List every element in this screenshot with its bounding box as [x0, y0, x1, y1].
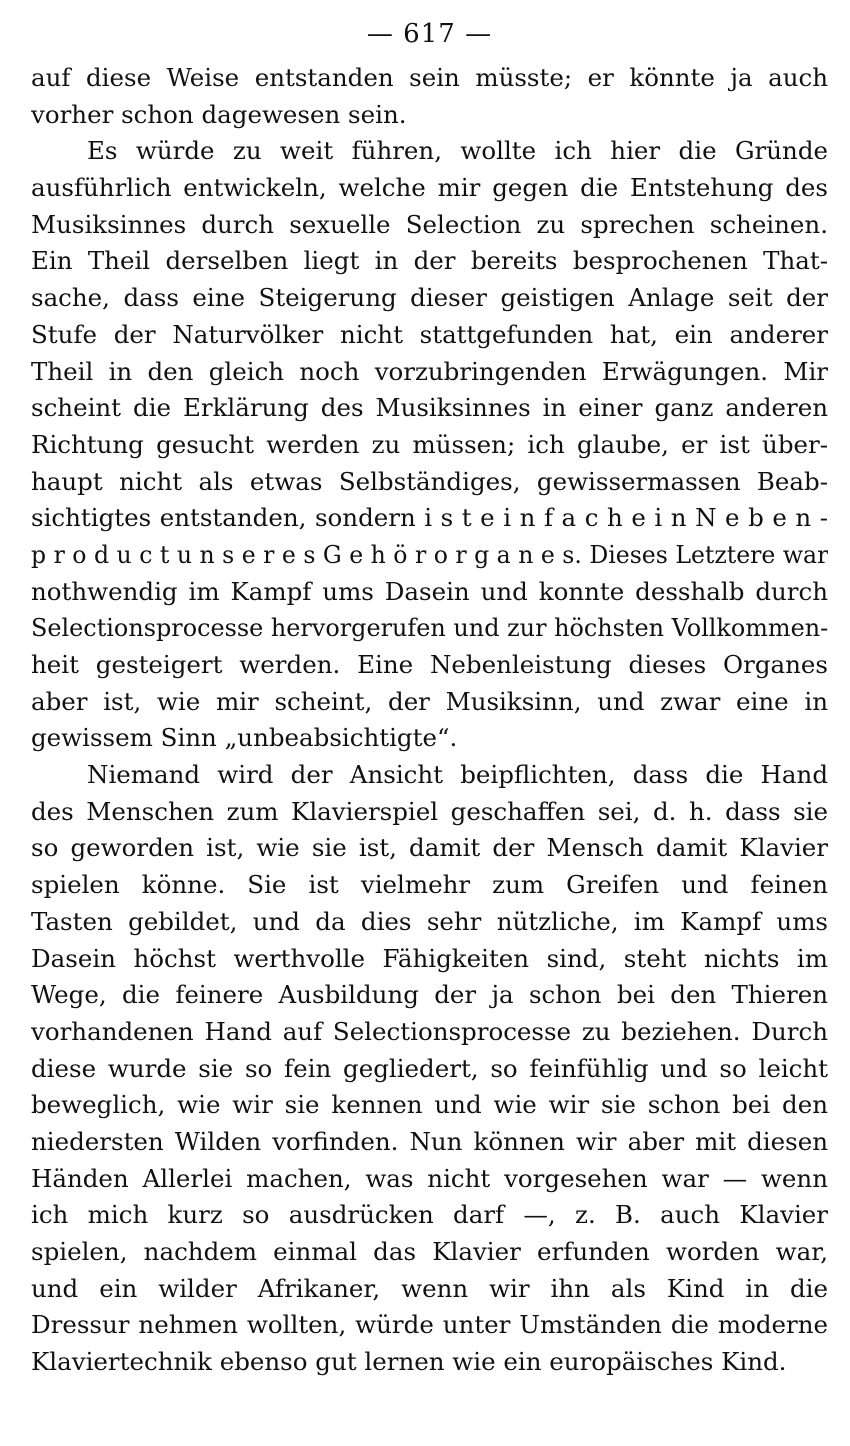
text-line: Händen Allerlei machen, was nicht vorgesehen war — wenn [31, 1163, 828, 1193]
text-line: haupt nicht als etwas Selbständiges, gewissermassen Beab- [31, 466, 828, 496]
text-line: Dressur nehmen wollten, würde unter Umständen die moderne [31, 1310, 828, 1340]
text-line: aber ist, wie mir scheint, der Musiksinn, und zwar eine in [31, 686, 828, 716]
text-line: spielen könne. Sie ist vielmehr zum Greifen und feinen [31, 870, 828, 900]
text-line: vorhandenen Hand auf Selectionsprocesse zu beziehen. Durch [31, 1016, 828, 1046]
paragraph [31, 133, 828, 757]
paragraph [31, 757, 828, 1381]
text-line: Tasten gebildet, und da dies sehr nützliche, im Kampf ums [31, 906, 828, 936]
text-line: ich mich kurz so ausdrücken darf —, z. B. auch Klavier [31, 1200, 828, 1230]
text-line: sichtigtes entstanden, sondern i s t e i n f a c h e i n N e b e n - [31, 503, 828, 533]
text-line: gewissem Sinn „unbeabsichtigte“. [31, 723, 458, 753]
text-line: Dasein höchst werthvolle Fähigkeiten sind, steht nichts im [31, 943, 828, 973]
text-line: Stufe der Naturvölker nicht stattgefunden hat, ein anderer [31, 319, 828, 349]
text-line: sache, dass eine Steigerung dieser geistigen Anlage seit der [31, 283, 828, 313]
text-line: Wege, die feinere Ausbildung der ja schon bei den Thieren [31, 980, 828, 1010]
text-line: so geworden ist, wie sie ist, damit der Mensch damit Klavier [31, 833, 828, 863]
text-line: Richtung gesucht werden zu müssen; ich glaube, er ist über- [31, 429, 828, 459]
text-line: ausführlich entwickeln, welche mir gegen die Entstehung des [31, 173, 828, 203]
text-line: Theil in den gleich noch vorzubringenden Erwägungen. Mir [31, 356, 828, 386]
text-line: spielen, nachdem einmal das Klavier erfunden worden war, [31, 1237, 828, 1266]
text-line: auf diese Weise entstanden sein müsste; er könnte ja auch [31, 63, 828, 92]
text-line: niedersten Wilden vorfinden. Nun können wir aber mit diesen [31, 1126, 828, 1156]
text-line: p r o d u c t u n s e r e s G e h ö r o r g a n e s. Dieses Letztere war [31, 539, 829, 569]
page-body-text [31, 60, 828, 1381]
text-line: vorher schon dagewesen sein. [31, 99, 407, 129]
text-line: Klaviertechnik ebenso gut lernen wie ein europäisches Kind. [31, 1347, 787, 1377]
text-line: beweglich, wie wir sie kennen und wie wir sie schon bei den [31, 1090, 828, 1120]
text-line: heit gesteigert werden. Eine Nebenleistung dieses Organes [31, 650, 828, 679]
text-line: Es würde zu weit führen, wollte ich hier die Gründe [87, 136, 828, 166]
text-line: Ein Theil derselben liegt in der bereits besprochenen That- [31, 246, 828, 276]
text-line: Musiksinnes durch sexuelle Selection zu sprechen scheinen. [31, 209, 828, 239]
text-line: Selectionsprocesse hervorgerufen und zur höchsten Vollkommen- [31, 613, 828, 643]
text-line: scheint die Erklärung des Musiksinnes in einer ganz anderen [31, 393, 828, 423]
text-line: des Menschen zum Klavierspiel geschaffen sei, d. h. dass sie [31, 796, 828, 826]
text-line: nothwendig im Kampf ums Dasein und konnte desshalb durch [31, 576, 828, 606]
text-line: Niemand wird der Ansicht beipflichten, dass die Hand [87, 760, 828, 790]
page-number: — 617 — [366, 19, 493, 49]
paragraph [31, 60, 828, 133]
text-line: und ein wilder Afrikaner, wenn wir ihn als Kind in die [31, 1273, 828, 1303]
text-line: diese wurde sie so fein gegliedert, so feinfühlig und so leicht [31, 1053, 828, 1083]
book-page [31, 14, 828, 1381]
